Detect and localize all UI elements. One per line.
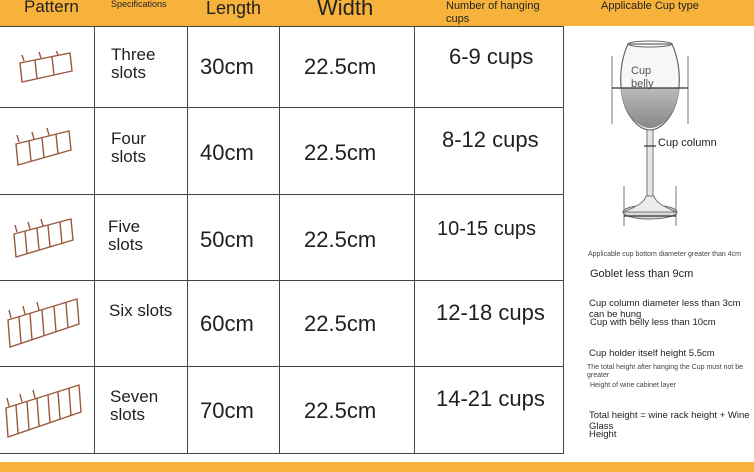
wine-rack-image	[12, 216, 76, 260]
note-height: Height	[589, 429, 617, 440]
grid-line	[0, 107, 563, 108]
length-cell: 50cm	[200, 227, 254, 252]
spec-cell: Seven slots	[110, 387, 159, 424]
header-specifications: Specifications	[111, 0, 167, 9]
wine-rack-image	[4, 382, 84, 440]
note-column-diameter: Cup column diameter less than 3cm can be hung	[589, 298, 741, 320]
footer-bar	[0, 462, 754, 472]
spec-cell: Four slots	[111, 129, 146, 166]
spec-cell: Five slots	[108, 217, 143, 254]
grid-line	[0, 366, 563, 367]
wine-rack-image	[14, 128, 74, 168]
note-bottom-diameter: Applicable cup bottom diameter greater than 4cm	[588, 251, 741, 258]
note-holder-height: Cup holder itself height 5.5cm	[589, 348, 715, 359]
length-cell: 60cm	[200, 311, 254, 336]
note-goblet: Goblet less than 9cm	[590, 268, 694, 280]
cups-cell: 8-12 cups	[442, 127, 539, 152]
note-belly: Cup with belly less than 10cm	[590, 317, 716, 328]
length-cell: 40cm	[200, 140, 254, 165]
grid-line	[0, 26, 563, 27]
width-cell: 22.5cm	[304, 140, 377, 165]
header-pattern: Pattern	[24, 0, 79, 16]
wine-rack-image	[6, 296, 82, 350]
length-cell: 70cm	[200, 398, 254, 423]
note-cabinet-layer: Height of wine cabinet layer	[590, 382, 676, 389]
width-cell: 22.5cm	[304, 54, 377, 79]
cups-cell: 10-15 cups	[437, 218, 536, 240]
grid-line	[0, 280, 563, 281]
cup-column-label: Cup column	[658, 137, 717, 149]
width-cell: 22.5cm	[304, 311, 377, 336]
grid-line	[0, 194, 563, 195]
cup-belly-label: Cup belly	[631, 65, 654, 90]
grid-line	[187, 26, 188, 454]
grid-line	[0, 453, 563, 454]
cups-cell: 6-9 cups	[449, 44, 534, 69]
header-cup-type: Applicable Cup type	[601, 0, 699, 12]
spec-cell: Six slots	[109, 301, 173, 320]
wine-rack-image	[18, 51, 74, 85]
grid-line	[94, 26, 95, 454]
spec-cell: Three slots	[111, 45, 156, 82]
header-hanging-cups: Number of hanging cups	[446, 0, 540, 26]
length-cell: 30cm	[200, 54, 254, 79]
grid-line	[414, 26, 415, 454]
cups-cell: 12-18 cups	[436, 300, 545, 325]
header-length: Length	[206, 0, 262, 18]
grid-line	[563, 26, 564, 454]
width-cell: 22.5cm	[304, 227, 377, 252]
note-total-after: The total height after hanging the Cup must not be greater	[587, 364, 744, 380]
cups-cell: 14-21 cups	[436, 386, 545, 411]
note-total-height: Total height = wine rack height + Wine Glass	[589, 410, 750, 432]
header-width: Width	[317, 0, 374, 20]
width-cell: 22.5cm	[304, 398, 377, 423]
grid-line	[279, 26, 280, 454]
